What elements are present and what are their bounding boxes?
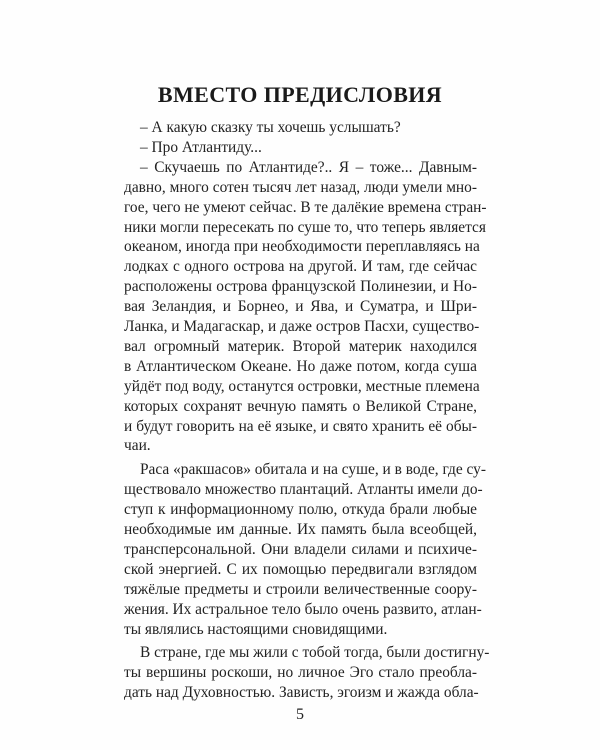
- text-line: расположены острова французской Полинезии, и Но-: [124, 278, 477, 296]
- text-line: жения. Их астральное тело было очень развито, атлан-: [124, 600, 482, 618]
- text-line: океаном, иногда при необходимости переплавляясь на: [124, 238, 480, 256]
- text-line: дать над Духовностью. Зависть, эгоизм и жажда обла-: [124, 684, 479, 702]
- text-line: необходимые им данные. Их память была всеобщей,: [124, 521, 477, 538]
- text-line: – Скучаешь по Атлантиде?.. Я – тоже... Давным-: [140, 158, 477, 176]
- text-line: трансперсональной. Они владели силами и психиче-: [124, 540, 477, 558]
- text-line: ники могли пересекать по суше то, что теперь является: [124, 218, 486, 236]
- text-line: давно, много сотен тысяч лет назад, люди умели мно-: [124, 178, 477, 196]
- text-line: ты вершины роскоши, но личное Эго стало преобла-: [124, 664, 477, 682]
- text-line: Ланка, и Мадагаскар, и даже остров Пасхи, существо-: [124, 318, 480, 335]
- text-line: ской энергией. С их помощью передвигали взглядом: [124, 560, 477, 578]
- text-line: ступ к информационному полю, откуда брали любые: [124, 501, 477, 519]
- text-line: Раса «ракшасов» обитала и на суше, и в воде, где су-: [140, 461, 486, 479]
- text-line: вая Зеландия, и Борнео, и Ява, и Суматра, и Шри-: [124, 298, 477, 316]
- text-line: и будут говорить на её языке, и свято хранить её обы-: [124, 417, 477, 435]
- text-line: лодках с одного острова на другой. И там, где сейчас: [124, 258, 477, 276]
- chapter-title: ВМЕСТО ПРЕДИСЛОВИЯ: [157, 82, 443, 107]
- text-line: ществовало множество плантаций. Атланты имели до-: [124, 481, 483, 499]
- text-line: чаи.: [124, 437, 151, 455]
- text-line: гое, чего не умеют сейчас. В те далёкие времена стран-: [124, 198, 487, 216]
- text-line: в Атлантическом Океане. Но даже потом, когда суша: [124, 357, 477, 375]
- text-line: – А какую сказку ты хочешь услышать?: [140, 119, 401, 136]
- page-number: 5: [296, 706, 304, 723]
- text-line: – Про Атлантиду...: [140, 138, 262, 156]
- text-line: уйдёт под воду, останутся островки, местные племена: [124, 377, 480, 395]
- text-line: ты являлись настоящими сновидящими.: [124, 620, 388, 638]
- text-line: вал огромный материк. Второй материк находился: [124, 337, 477, 355]
- text-line: тяжёлые предметы и строили величественные соору-: [124, 580, 477, 598]
- text-line: В стране, где мы жили с тобой тогда, были достигну-: [140, 644, 490, 662]
- text-line: которых сохранят вечную память о Великой Стране,: [124, 397, 477, 415]
